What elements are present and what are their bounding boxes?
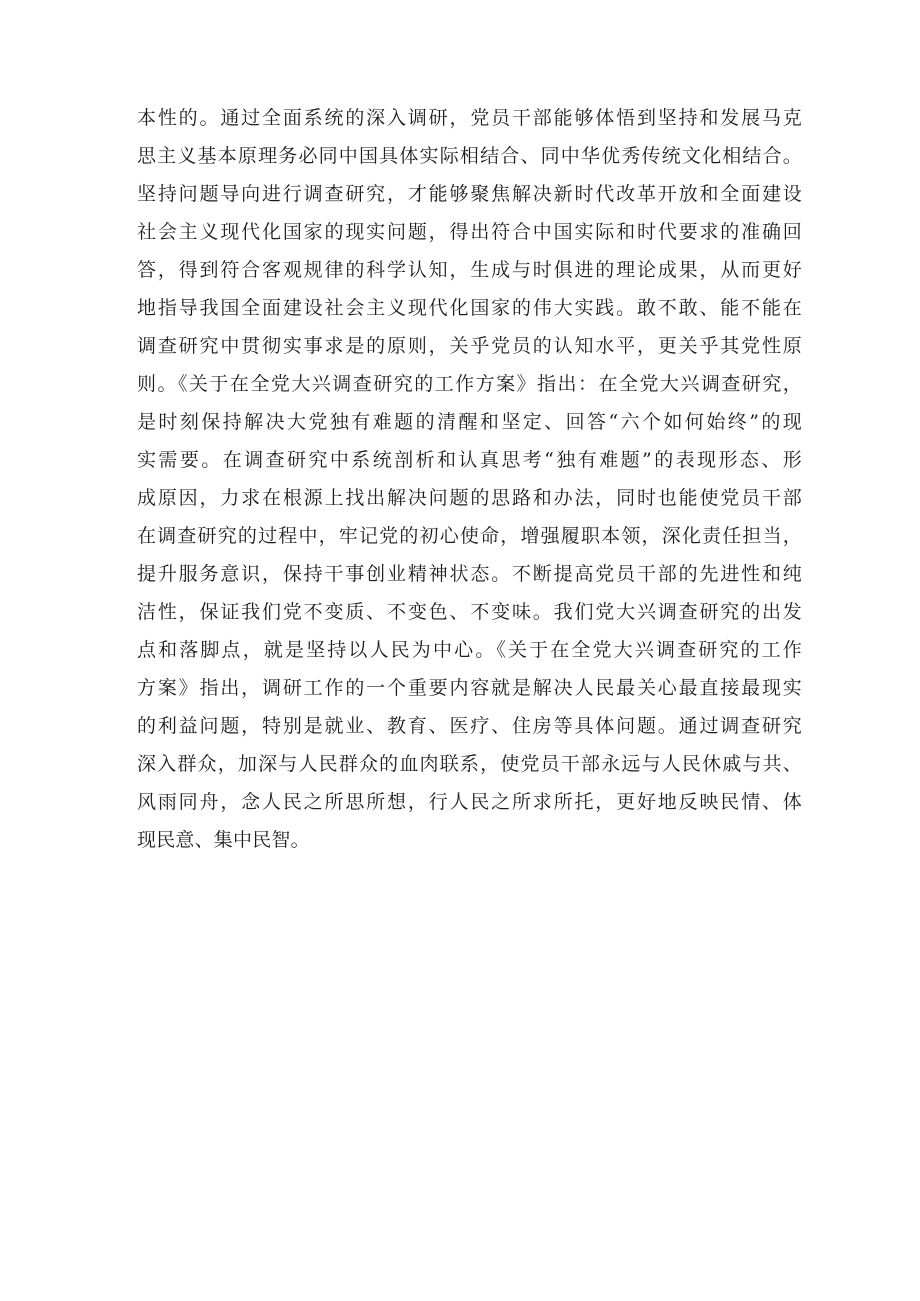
text-line: 现民意、集中民智。 <box>137 829 310 851</box>
text-line: 调查研究中贯彻实事求是的原则，关乎党员的认知水平，更关乎其党性原 <box>137 335 802 357</box>
text-line: 在调查研究的过程中，牢记党的初心使命，增强履职本领，深化责任担当， <box>137 525 802 547</box>
text-line: 的利益问题，特别是就业、教育、医疗、住房等具体问题。通过调查研究 <box>137 715 802 737</box>
text-line: 社会主义现代化国家的现实问题，得出符合中国实际和时代要求的准确回 <box>137 221 802 243</box>
text-line: 成原因，力求在根源上找出解决问题的思路和办法，同时也能使党员干部 <box>137 487 802 509</box>
text-line: 深入群众，加深与人民群众的血肉联系，使党员干部永远与人民休戚与共、 <box>137 753 802 775</box>
text-line: 则。《关于在全党大兴调查研究的工作方案》指出：在全党大兴调查研究， <box>137 373 802 395</box>
text-line: 是时刻保持解决大党独有难题的清醒和坚定、回答“六个如何始终”的现 <box>137 411 802 433</box>
text-line: 坚持问题导向进行调查研究，才能够聚焦解决新时代改革开放和全面建设 <box>137 183 802 205</box>
text-line: 洁性，保证我们党不变质、不变色、不变味。我们党大兴调查研究的出发 <box>137 601 802 623</box>
text-line: 实需要。在调查研究中系统剖析和认真思考“独有难题”的表现形态、形 <box>137 449 802 471</box>
text-line: 提升服务意识，保持干事创业精神状态。不断提高党员干部的先进性和纯 <box>137 563 802 585</box>
text-line: 点和落脚点，就是坚持以人民为中心。《关于在全党大兴调查研究的工作 <box>137 639 802 661</box>
text-line: 思主义基本原理务必同中国具体实际相结合、同中华优秀传统文化相结合。 <box>137 145 802 167</box>
body-paragraph <box>137 99 802 859</box>
text-line: 本性的。通过全面系统的深入调研，党员干部能够体悟到坚持和发展马克 <box>137 107 802 129</box>
text-line: 答，得到符合客观规律的科学认知，生成与时俱进的理论成果，从而更好 <box>137 259 802 281</box>
text-line: 风雨同舟，念人民之所思所想，行人民之所求所托，更好地反映民情、体 <box>137 791 802 813</box>
text-line: 地指导我国全面建设社会主义现代化国家的伟大实践。敢不敢、能不能在 <box>137 297 802 319</box>
text-line: 方案》指出，调研工作的一个重要内容就是解决人民最关心最直接最现实 <box>137 677 802 699</box>
